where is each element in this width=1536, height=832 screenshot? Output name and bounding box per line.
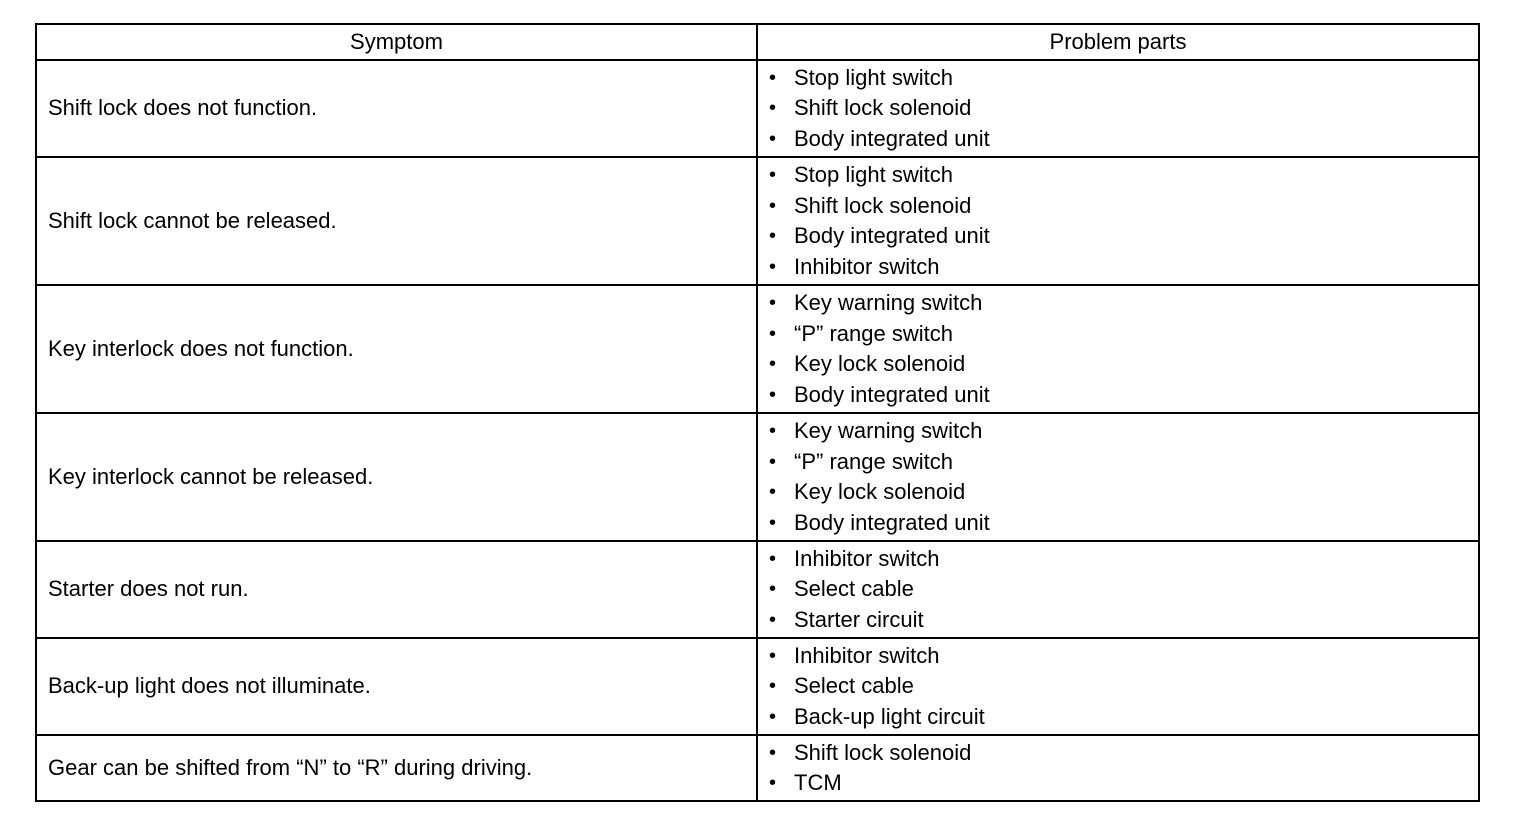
symptom-cell: Key interlock does not function. — [36, 285, 757, 413]
table-row — [36, 60, 1479, 157]
list-item: • Inhibitor switch — [758, 641, 1478, 672]
problem-parts-cell — [757, 60, 1479, 157]
problem-parts-cell — [757, 157, 1479, 285]
symptom-cell: Shift lock cannot be released. — [36, 157, 757, 285]
list-item: • Body integrated unit — [758, 508, 1478, 539]
parts-list — [758, 641, 1478, 733]
header-row — [36, 24, 1479, 60]
table-row — [36, 541, 1479, 638]
list-item: • Inhibitor switch — [758, 252, 1478, 283]
list-item: • Shift lock solenoid — [758, 191, 1478, 222]
problem-parts-cell — [757, 541, 1479, 638]
parts-list — [758, 416, 1478, 538]
troubleshooting-table — [35, 23, 1480, 802]
table-row — [36, 285, 1479, 413]
list-item: • “P” range switch — [758, 447, 1478, 478]
symptom-cell: Gear can be shifted from “N” to “R” during driving. — [36, 735, 757, 801]
parts-list — [758, 288, 1478, 410]
list-item: • Body integrated unit — [758, 380, 1478, 411]
table-row — [36, 638, 1479, 735]
symptom-cell: Key interlock cannot be released. — [36, 413, 757, 541]
list-item: • Back-up light circuit — [758, 702, 1478, 733]
symptom-cell: Starter does not run. — [36, 541, 757, 638]
list-item: • Stop light switch — [758, 63, 1478, 94]
list-item: • Key warning switch — [758, 288, 1478, 319]
problem-parts-cell — [757, 735, 1479, 801]
list-item: • Body integrated unit — [758, 221, 1478, 252]
symptom-cell: Shift lock does not function. — [36, 60, 757, 157]
list-item: • Key warning switch — [758, 416, 1478, 447]
list-item: • Key lock solenoid — [758, 477, 1478, 508]
list-item: • Select cable — [758, 574, 1478, 605]
symptom-header: Symptom — [36, 24, 757, 60]
problem-parts-cell — [757, 638, 1479, 735]
problem-parts-cell — [757, 285, 1479, 413]
problem-parts-cell — [757, 413, 1479, 541]
parts-list — [758, 63, 1478, 155]
list-item: • Key lock solenoid — [758, 349, 1478, 380]
list-item: • Shift lock solenoid — [758, 93, 1478, 124]
symptom-cell: Back-up light does not illuminate. — [36, 638, 757, 735]
parts-list — [758, 160, 1478, 282]
problem-parts-header: Problem parts — [757, 24, 1479, 60]
parts-list — [758, 738, 1478, 799]
list-item: • “P” range switch — [758, 319, 1478, 350]
list-item: • Select cable — [758, 671, 1478, 702]
table-row — [36, 157, 1479, 285]
parts-list — [758, 544, 1478, 636]
table-row — [36, 735, 1479, 801]
list-item: • TCM — [758, 768, 1478, 799]
list-item: • Body integrated unit — [758, 124, 1478, 155]
table-row — [36, 413, 1479, 541]
list-item: • Starter circuit — [758, 605, 1478, 636]
list-item: • Stop light switch — [758, 160, 1478, 191]
list-item: • Inhibitor switch — [758, 544, 1478, 575]
list-item: • Shift lock solenoid — [758, 738, 1478, 769]
